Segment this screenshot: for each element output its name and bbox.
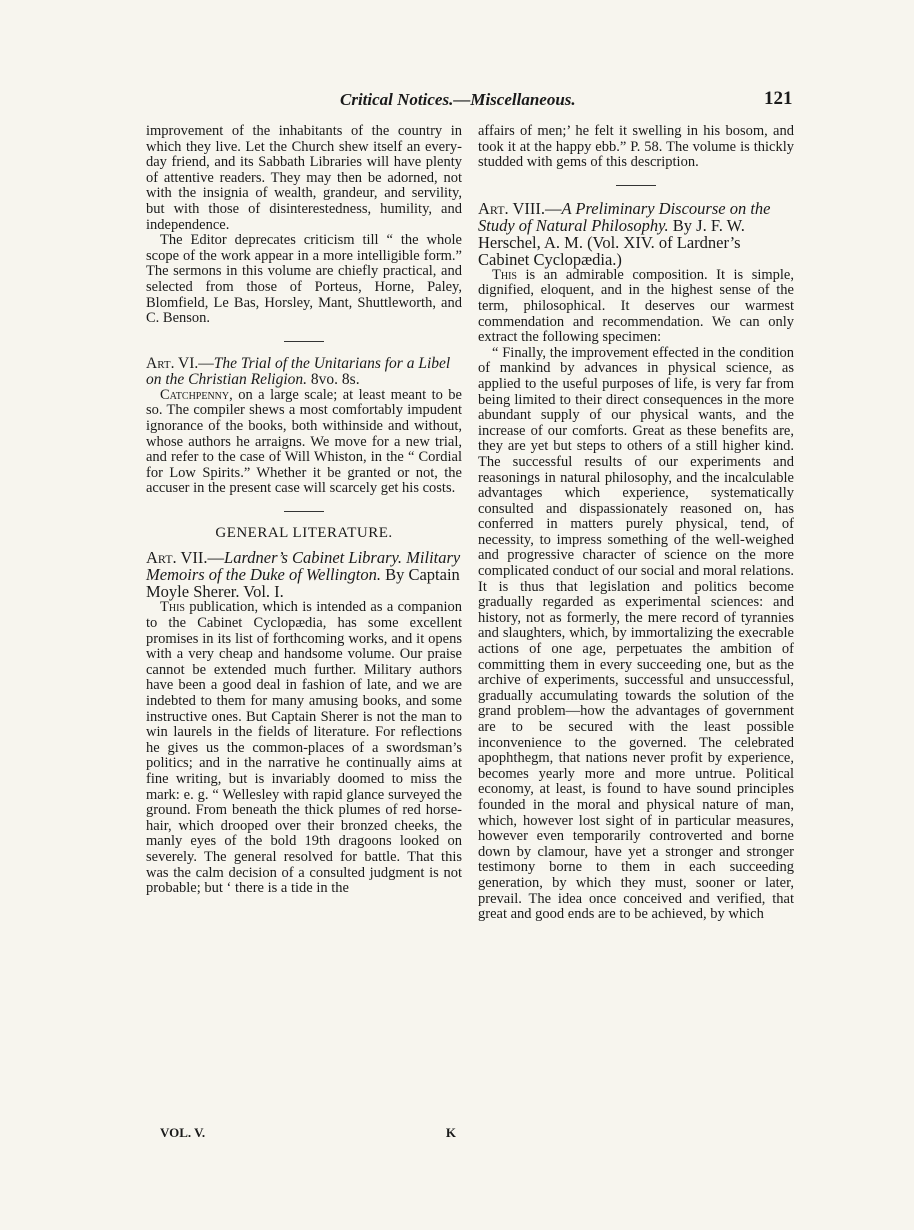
signature-mark: K	[445, 1125, 456, 1140]
section-heading: GENERAL LITERATURE.	[215, 524, 393, 541]
article-meta: By Captain Moyle Sherer. Vol. I.	[146, 565, 460, 602]
paragraph: affairs of men;’ he felt it swelling in his bosom, and took it at the happy ebb.” P. 58. The volume is thickly studded with gems of this description.	[478, 123, 794, 171]
quotation: “ Finally, the improvement effected in the condition of mankind by advances in physical science, as applied to the useful purposes of life, is very far from being limited to their direct consequences in the more abundant supply of our physical wants, and the increase of our comforts. Great as these benefits are, they are yet but steps to others of a still higher kind. The successful results of our experiments and reasonings in natural philosophy, and the incalculable advantages which experience, systematically consulted and dispassionately reasoned on, has conferred in matters purely physical, tend, of necessity, to impress something of the well-weighed and progressive character of science on the more complicated conduct of our social and moral relations. It is thus that legislation and politics become gradually regarded as experimental sciences: and history, not as formerly, the mere record of tyrannies and slaughters, which, by immortalizing the execrable actions of one age, perpetuates the ambition of committing them in every succeeding one, but as the archive of experiments, successful and unsuccessful, gradually accumulating towards the solution of the grand problem—how the advantages of government are to be secured with the least possible inconvenience to the governed. The celebrated apophthegm, that nations never profit by experience, becomes yearly more and more untrue. Political economy, at least, is found to have sound principles founded in the moral and physical nature of man, which, however lost sight of in particular measures, however even temporarily controverted and borne down by clamour, have yet a stronger and stronger testimony borne to them in each succeeding generation, by which they must, sooner or later, prevail. The idea once conceived and verified, that great and good ends are to be achieved, by which	[478, 344, 794, 923]
paragraph	[478, 268, 794, 346]
lead-word: Catchpenny,	[160, 386, 233, 403]
paragraph-text: on a large scale; at least meant to be so. The compiler shews a most comfortably impudent ignorance of the books, both withinside and without, whose authors he arraigns. We move for a new trial, and refer to the case of Will Whiston, in the “ Cordial for Low Spirits.” Whether it be granted or not, the accuser in the present case will scarcely get his costs.	[146, 386, 462, 497]
lead-word: This	[492, 266, 517, 283]
article-title: A Preliminary Discourse on the Study of Natural Philosophy.	[478, 198, 771, 235]
page-footer	[146, 1125, 462, 1145]
paragraph	[146, 388, 462, 497]
divider	[284, 511, 324, 512]
article-heading	[146, 356, 462, 388]
right-column	[478, 124, 794, 923]
page-number: 121	[764, 88, 793, 109]
article-heading	[146, 549, 462, 600]
divider	[616, 185, 656, 186]
article-heading	[478, 200, 794, 268]
article-label: Art. VII.—	[146, 548, 225, 568]
paragraph-text: is an admirable composition. It is simple, dignified, eloquent, and in the highest sense of the term, philosophical. It deserves our warmest commendation and recommendation. We can only extract the following specimen:	[478, 266, 794, 346]
article-title: The Trial of the Unitarians for a Libel on the Christian Religion.	[146, 354, 451, 388]
paragraph: The Editor deprecates criticism till “ the whole scope of the work appear in a more intelligible form.” The sermons in this volume are chiefly practical, and selected from those of Porteus, Horne, Paley, Blomfield, Le Bas, Horsley, Mant, Shuttleworth, and C. Benson.	[146, 232, 462, 327]
paragraph	[146, 600, 462, 896]
running-head: Critical Notices.—Miscellaneous.	[340, 90, 576, 109]
article-meta: 8vo. 8s.	[307, 370, 360, 388]
left-column	[146, 124, 462, 897]
article-label: Art. VIII.—	[478, 198, 562, 218]
paragraph-text: publication, which is intended as a companion to the Cabinet Cyclopædia, has some excellent promises in its list of forthcoming works, and it opens with a very cheap and handsome volume. Our praise cannot be extended much further. Military authors have been a good deal in fashion of late, and we are indebted to them for many amusing books, and some instructive ones. But Captain Sherer is not the man to win laurels in the fields of literature. For reflections he gives us the common-places of a swordsman’s politics; and in the narrative he continually aims at fine writing, but is invariably doomed to miss the mark: e. g. “ Wellesley with rapid glance surveyed the ground. From beneath the thick plumes of red horse-hair, which drooped over their bronzed cheeks, the manly eyes of the bold 19th dragoons looked on severely. The general resolved for battle. That this was the calm decision of a consulted judgment is not probable; but ‘ there is a tide in the	[146, 599, 462, 897]
paragraph: improvement of the inhabitants of the country in which they live. Let the Church shew itself an every-day friend, and its Sabbath Libraries will have plenty of attentive readers. They may then be adorned, not with the insignia of wealth, grandeur, and servility, but with those of disinterestedness, humility, and independence.	[146, 123, 462, 233]
lead-word: This	[160, 599, 185, 616]
article-title: Lardner’s Cabinet Library. Military Memoirs of the Duke of Wellington.	[146, 548, 461, 585]
article-label: Art. VI.—	[146, 354, 214, 372]
divider	[284, 341, 324, 342]
volume-mark: VOL. V.	[160, 1125, 206, 1140]
article-meta: By J. F. W. Herschel, A. M. (Vol. XIV. of Lardner’s Cabinet Cyclopædia.)	[478, 215, 745, 269]
page-header	[0, 90, 914, 116]
